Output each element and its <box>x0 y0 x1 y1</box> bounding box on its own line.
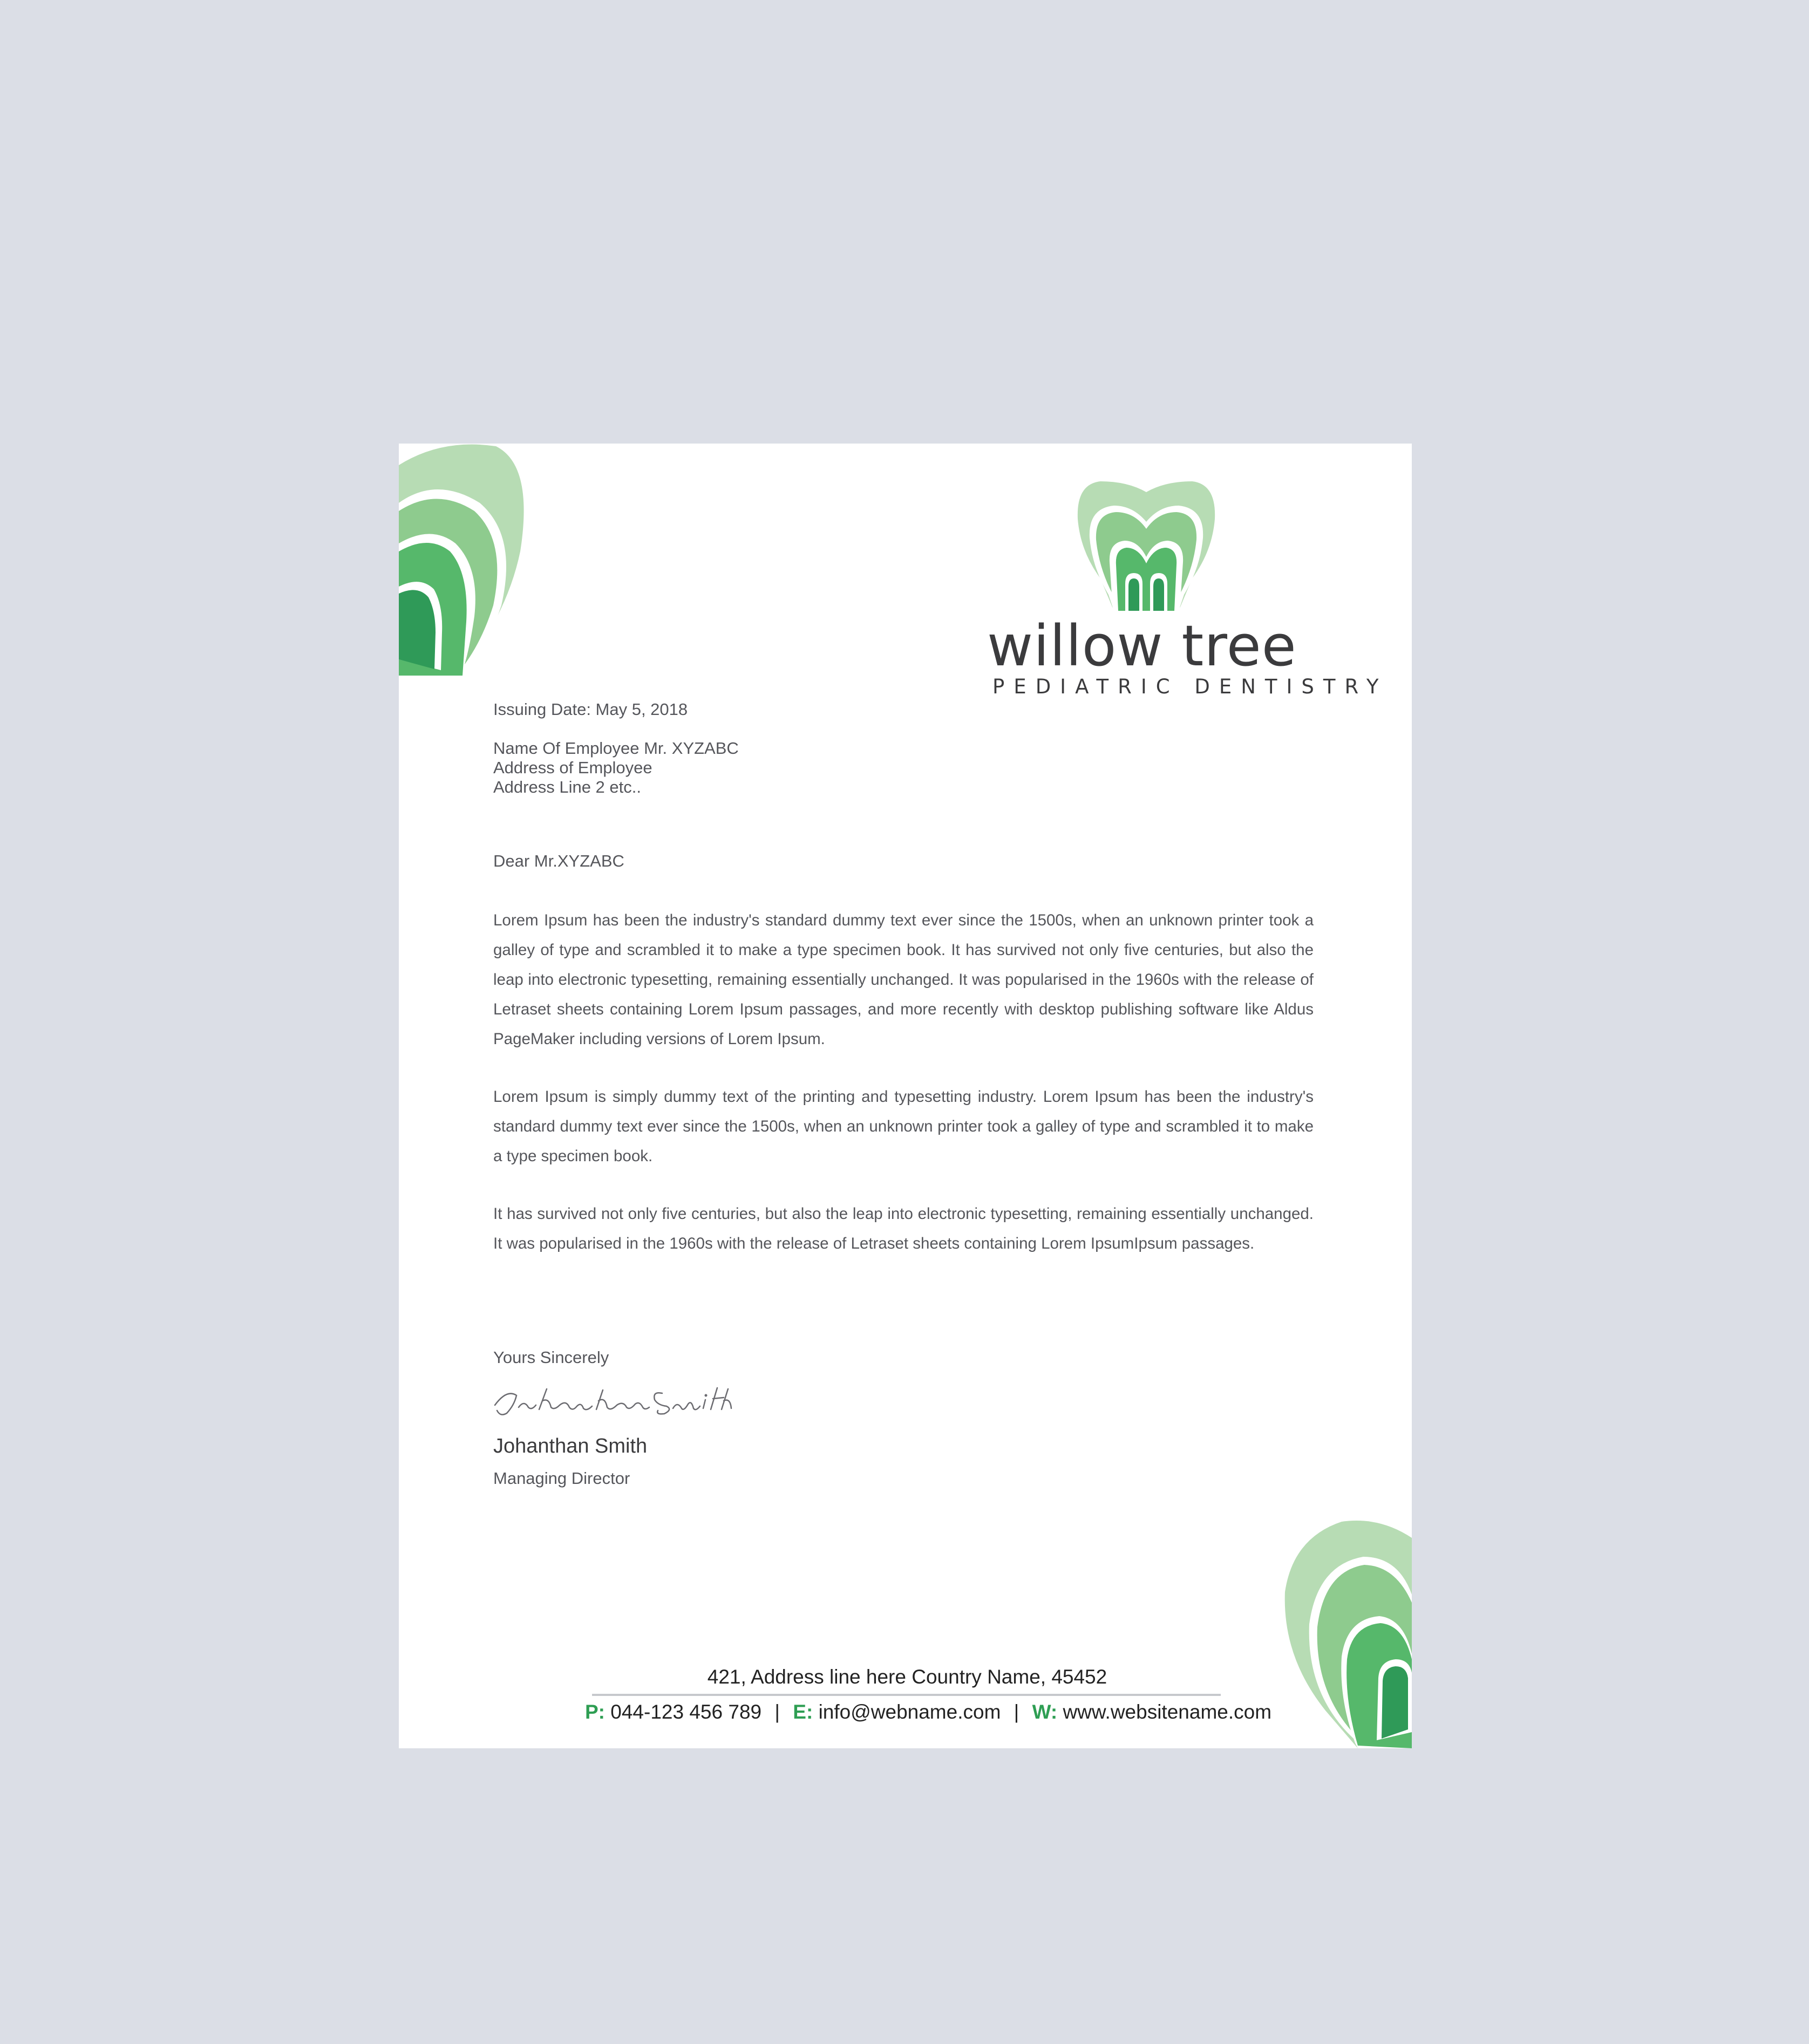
issue-date: Issuing Date: May 5, 2018 <box>493 700 688 719</box>
recipient-address-line-2: Address Line 2 etc.. <box>493 778 641 796</box>
contact-separator: | <box>774 1701 780 1723</box>
footer-contacts <box>585 1701 1272 1723</box>
closing: Yours Sincerely <box>493 1348 609 1367</box>
corner-arch-decoration-bottom-right <box>1282 1516 1412 1748</box>
body-paragraph: It has survived not only five centuries, but also the leap into electronic typesetting, remaining essentially unchanged. It was popularised in the 1960s with the release of Letraset sheets containing Lorem IpsumIpsum passages. <box>493 1205 1314 1252</box>
recipient-address-line-1: Address of Employee <box>493 758 652 777</box>
handwritten-signature <box>491 1384 733 1421</box>
signer-name: Johanthan Smith <box>493 1435 648 1457</box>
footer-divider <box>592 1694 1221 1696</box>
recipient-block <box>493 739 739 797</box>
greeting: Dear Mr.XYZABC <box>493 851 624 870</box>
email-address: info@webname.com <box>818 1701 1001 1723</box>
web-label: W: <box>1032 1701 1058 1723</box>
website-url: www.websitename.com <box>1063 1701 1272 1723</box>
body-paragraph: Lorem Ipsum has been the industry's standard dummy text ever since the 1500s, when an unknown printer took a galley of type and scrambled it to make a type specimen book. It has survived not only five centuries, but also the leap into electronic typesetting, remaining essentially unchanged. It was popularised in the 1960s with the release of Letraset sheets containing Lorem Ipsum passages, and more recently with desktop publishing software like Aldus PageMaker including versions of Lorem Ipsum. <box>493 911 1314 1048</box>
email-label: E: <box>793 1701 813 1723</box>
phone-label: P: <box>585 1701 605 1723</box>
recipient-name: Name Of Employee Mr. XYZABC <box>493 739 739 758</box>
tooth-arches-logo-icon <box>1076 481 1216 611</box>
body-paragraph: Lorem Ipsum is simply dummy text of the printing and typesetting industry. Lorem Ipsum has been the industry's standard dummy text ever since the 1500s, when an unknown printer took a galley of type and scrambled it to make a type specimen book. <box>493 1088 1314 1165</box>
contact-separator: | <box>1014 1701 1019 1723</box>
phone-number: 044-123 456 789 <box>610 1701 762 1723</box>
corner-arch-decoration-top-left <box>399 444 528 681</box>
brand-name: willow tree <box>987 613 1297 679</box>
letterhead-page <box>399 444 1412 1748</box>
footer-address: 421, Address line here Country Name, 45452 <box>707 1666 1107 1688</box>
brand-tagline: PEDIATRIC DENTISTRY <box>992 675 1388 698</box>
signer-title: Managing Director <box>493 1469 630 1488</box>
